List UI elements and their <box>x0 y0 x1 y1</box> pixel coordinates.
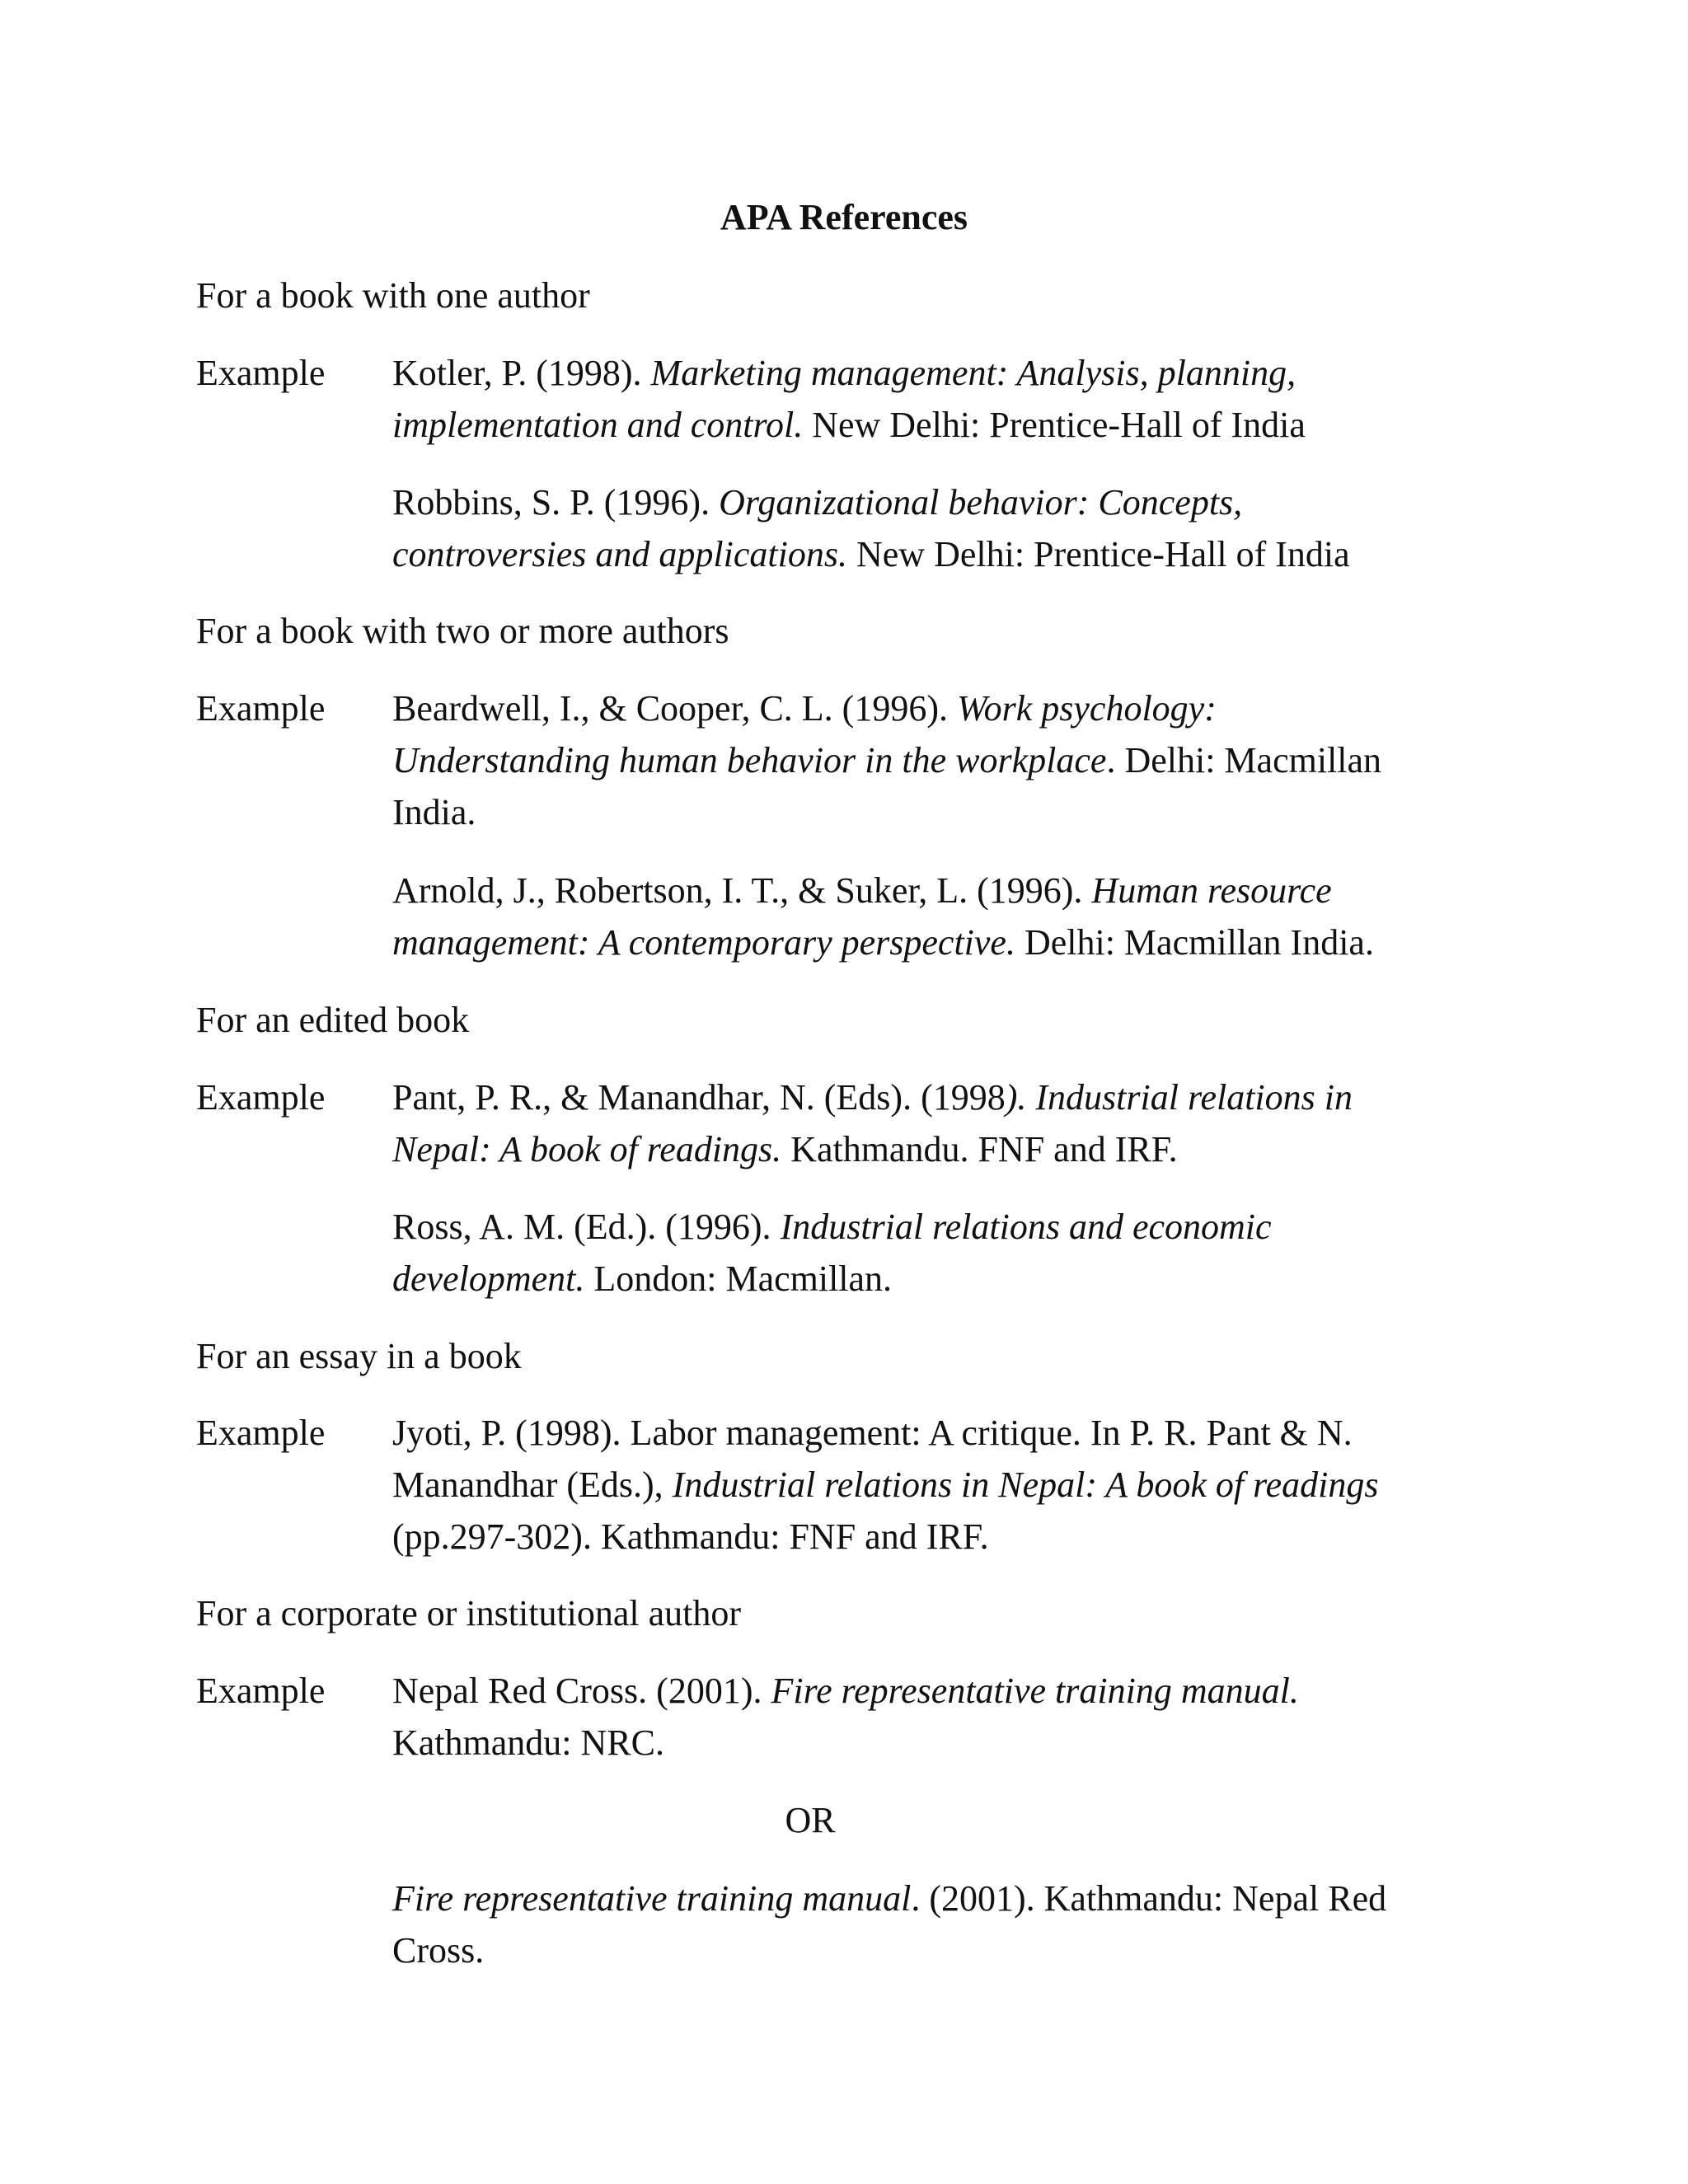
reference-text: New Delhi: Prentice-Hall of India <box>803 405 1306 445</box>
reference-text: London: Macmillan. <box>584 1258 893 1299</box>
italic-title-text: ). Industrial relations in <box>1005 1077 1353 1118</box>
reference-entry <box>392 1201 1464 1305</box>
page-title: APA References <box>720 197 968 237</box>
reference-entry-alternative <box>392 1872 1464 1976</box>
reference-text: Pant, P. R., & Manandhar, N. (Eds). (1998 <box>392 1077 1006 1118</box>
reference-line <box>392 1071 1464 1123</box>
reference-text: . (2001). Kathmandu: Nepal Red <box>911 1878 1387 1919</box>
reference-entry <box>392 347 1464 451</box>
example-label: Example <box>196 1671 326 1711</box>
reference-line <box>392 1924 1464 1976</box>
italic-title-text: Fire representative training manual <box>392 1878 912 1919</box>
reference-text: Kathmandu: NRC. <box>392 1722 664 1763</box>
italic-title-text: Industrial relations and economic <box>780 1207 1272 1247</box>
italic-title-text: development. <box>392 1258 585 1299</box>
italic-title-text: management: A contemporary perspective. <box>392 922 1015 963</box>
section-heading-essay-in-book: For an essay in a book <box>196 1336 522 1376</box>
reference-text: (pp.297-302). Kathmandu: FNF and IRF. <box>392 1516 989 1557</box>
italic-title-text: implementation and control. <box>392 405 804 445</box>
section-heading-one-author: For a book with one author <box>196 275 590 316</box>
italic-title-text: Organizational behavior: Concepts, <box>719 482 1243 523</box>
reference-text: Robbins, S. P. (1996). <box>392 482 720 523</box>
italic-title-text: controversies and applications. <box>392 534 847 574</box>
italic-title-text: Work psychology: <box>957 688 1217 729</box>
reference-line <box>392 1717 1464 1769</box>
reference-line <box>392 865 1464 916</box>
reference-text: Manandhar (Eds.), <box>392 1465 673 1505</box>
reference-line <box>392 786 1464 838</box>
reference-entry <box>392 1665 1464 1769</box>
italic-title-text: Marketing management: Analysis, planning, <box>650 353 1296 393</box>
italic-title-text: Industrial relations in Nepal: A book of readings <box>672 1465 1379 1505</box>
example-label: Example <box>196 1413 326 1453</box>
reference-text: Kathmandu. FNF and IRF. <box>781 1129 1178 1169</box>
reference-line <box>392 916 1464 968</box>
reference-line <box>392 1253 1464 1305</box>
italic-title-text: Understanding human behavior in the workplace <box>392 740 1107 780</box>
reference-line <box>392 1407 1464 1459</box>
reference-text: Arnold, J., Robertson, I. T., & Suker, L. (1996). <box>392 870 1092 911</box>
example-label: Example <box>196 353 326 393</box>
reference-line <box>392 1459 1464 1511</box>
reference-line <box>392 347 1464 399</box>
example-label: Example <box>196 1077 326 1118</box>
reference-text: Ross, A. M. (Ed.). (1996). <box>392 1207 781 1247</box>
reference-line <box>392 1511 1464 1563</box>
italic-title-text: Fire representative training manual. <box>771 1671 1299 1711</box>
reference-text: Jyoti, P. (1998). Labor management: A critique. In P. R. Pant & N. <box>392 1413 1353 1453</box>
reference-line <box>392 1201 1464 1253</box>
reference-text: New Delhi: Prentice-Hall of India <box>846 534 1350 574</box>
reference-line <box>392 1665 1464 1717</box>
reference-line <box>392 1872 1464 1924</box>
reference-text: . Delhi: Macmillan <box>1106 740 1382 780</box>
or-separator: OR <box>785 1800 836 1840</box>
reference-text: Beardwell, I., & Cooper, C. L. (1996). <box>392 688 957 729</box>
italic-title-text: Human resource <box>1091 870 1332 911</box>
reference-text: Kotler, P. (1998). <box>392 353 651 393</box>
section-heading-multiple-authors: For a book with two or more authors <box>196 611 729 651</box>
section-heading-corporate-author: For a corporate or institutional author <box>196 1593 742 1633</box>
reference-entry <box>392 1071 1464 1175</box>
reference-text: Cross. <box>392 1930 485 1971</box>
reference-text: Nepal Red Cross. (2001). <box>392 1671 771 1711</box>
example-label: Example <box>196 688 326 729</box>
italic-title-text: Nepal: A book of readings. <box>392 1129 782 1169</box>
reference-line <box>392 1123 1464 1175</box>
reference-line <box>392 682 1464 734</box>
reference-entry <box>392 1407 1464 1563</box>
reference-line <box>392 476 1464 528</box>
reference-line <box>392 528 1464 580</box>
reference-entry <box>392 865 1464 968</box>
reference-text: India. <box>392 792 476 832</box>
reference-entry <box>392 682 1464 838</box>
reference-entry <box>392 476 1464 580</box>
section-heading-edited-book: For an edited book <box>196 1000 470 1040</box>
reference-text: Delhi: Macmillan India. <box>1015 922 1374 963</box>
reference-line <box>392 734 1464 786</box>
reference-line <box>392 399 1464 451</box>
